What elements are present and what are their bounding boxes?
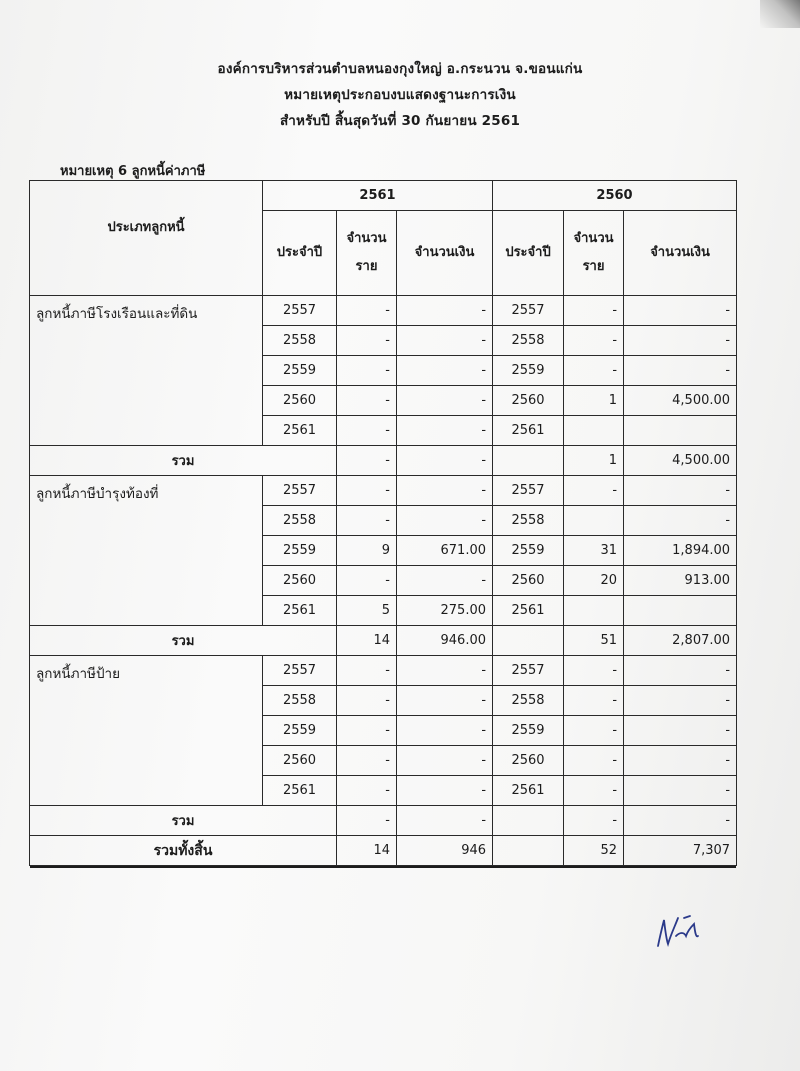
table-body bbox=[30, 296, 737, 866]
org-name: องค์การบริหารส่วนตำบลหนองกุงใหญ่ อ.กระนวน จ.ขอนแก่น bbox=[217, 61, 583, 77]
year-2560-col: 2557 bbox=[493, 296, 564, 326]
year-2560-col: 2557 bbox=[493, 656, 564, 686]
count-2561: 5 bbox=[337, 596, 397, 626]
count-2560 bbox=[564, 596, 624, 626]
count-2560: - bbox=[564, 716, 624, 746]
year-2560-col: 2560 bbox=[493, 566, 564, 596]
amount-2560: - bbox=[624, 716, 737, 746]
year-2560-col: 2558 bbox=[493, 506, 564, 536]
amount-2560: 913.00 bbox=[624, 566, 737, 596]
year-2561-col: 2557 bbox=[263, 296, 337, 326]
year-2561-col: 2560 bbox=[263, 566, 337, 596]
grand-total-a1: 946 bbox=[397, 836, 493, 866]
total-c1: - bbox=[337, 806, 397, 836]
amount-2560: - bbox=[624, 326, 737, 356]
year-2560-col: 2559 bbox=[493, 356, 564, 386]
amount-2561: - bbox=[397, 416, 493, 446]
count-2560: 31 bbox=[564, 536, 624, 566]
count-2560: 1 bbox=[564, 386, 624, 416]
grand-total-label: รวมทั้งสิ้น bbox=[30, 836, 337, 866]
total-a1: - bbox=[397, 806, 493, 836]
amount-2560: - bbox=[624, 656, 737, 686]
count-2561: - bbox=[337, 386, 397, 416]
count-2561: - bbox=[337, 476, 397, 506]
year-2561-col: 2561 bbox=[263, 416, 337, 446]
table-row bbox=[30, 476, 737, 506]
amount-2560 bbox=[624, 596, 737, 626]
year-2560-col: 2561 bbox=[493, 776, 564, 806]
count-2561: - bbox=[337, 746, 397, 776]
col-amount-b: จำนวนเงิน bbox=[624, 210, 737, 295]
grand-total-row bbox=[30, 836, 737, 866]
count-2560: - bbox=[564, 776, 624, 806]
count-2561: - bbox=[337, 296, 397, 326]
table-row bbox=[30, 656, 737, 686]
year-2561-col: 2558 bbox=[263, 686, 337, 716]
year-2561-col: 2558 bbox=[263, 506, 337, 536]
total-c2: 1 bbox=[564, 446, 624, 476]
year-2561-col: 2559 bbox=[263, 716, 337, 746]
year-2561-col: 2557 bbox=[263, 476, 337, 506]
document-header bbox=[0, 56, 800, 134]
amount-2561: - bbox=[397, 776, 493, 806]
amount-2560: - bbox=[624, 776, 737, 806]
amount-2561: - bbox=[397, 296, 493, 326]
col-year-b: ประจำปี bbox=[493, 210, 564, 295]
year-2561-col: 2559 bbox=[263, 356, 337, 386]
table-row bbox=[30, 296, 737, 326]
amount-2561: - bbox=[397, 686, 493, 716]
category-label: ลูกหนี้ภาษีโรงเรือนและที่ดิน bbox=[30, 296, 263, 446]
year-2561-col: 2561 bbox=[263, 776, 337, 806]
count-2561: - bbox=[337, 356, 397, 386]
empty-cell bbox=[493, 806, 564, 836]
period-line: สำหรับปี สิ้นสุดวันที่ 30 กันยายน 2561 bbox=[279, 113, 521, 129]
group-total-row bbox=[30, 626, 737, 656]
year-a-header: 2561 bbox=[263, 181, 493, 211]
amount-2560 bbox=[624, 416, 737, 446]
document-title: หมายเหตุประกอบงบแสดงฐานะการเงิน bbox=[284, 87, 516, 103]
year-2560-col: 2560 bbox=[493, 386, 564, 416]
count-2561: - bbox=[337, 716, 397, 746]
amount-2561: - bbox=[397, 356, 493, 386]
total-a2: 4,500.00 bbox=[624, 446, 737, 476]
year-2561-col: 2561 bbox=[263, 596, 337, 626]
count-2561: - bbox=[337, 416, 397, 446]
amount-2561: - bbox=[397, 476, 493, 506]
total-a2: - bbox=[624, 806, 737, 836]
count-2560 bbox=[564, 506, 624, 536]
count-2560: 20 bbox=[564, 566, 624, 596]
amount-2560: - bbox=[624, 476, 737, 506]
amount-2561: - bbox=[397, 746, 493, 776]
count-2561: - bbox=[337, 566, 397, 596]
year-2561-col: 2560 bbox=[263, 746, 337, 776]
page-corner-shadow bbox=[760, 0, 800, 28]
count-2560: - bbox=[564, 476, 624, 506]
total-a1: 946.00 bbox=[397, 626, 493, 656]
col-amount-a: จำนวนเงิน bbox=[397, 210, 493, 295]
signature-mark bbox=[648, 906, 708, 956]
amount-2560: - bbox=[624, 686, 737, 716]
amount-2561: - bbox=[397, 386, 493, 416]
col-count-a: จำนวน ราย bbox=[337, 210, 397, 295]
total-a1: - bbox=[397, 446, 493, 476]
count-2561: - bbox=[337, 686, 397, 716]
count-2560 bbox=[564, 416, 624, 446]
count-2560: - bbox=[564, 746, 624, 776]
year-2560-col: 2557 bbox=[493, 476, 564, 506]
year-2561-col: 2560 bbox=[263, 386, 337, 416]
count-2560: - bbox=[564, 656, 624, 686]
empty-cell bbox=[493, 836, 564, 866]
amount-2561: - bbox=[397, 566, 493, 596]
group-total-row bbox=[30, 446, 737, 476]
year-2560-col: 2559 bbox=[493, 536, 564, 566]
category-label: ลูกหนี้ภาษีบำรุงท้องที่ bbox=[30, 476, 263, 626]
group-total-row bbox=[30, 806, 737, 836]
total-c2: - bbox=[564, 806, 624, 836]
amount-2561: - bbox=[397, 326, 493, 356]
category-label: ลูกหนี้ภาษีป้าย bbox=[30, 656, 263, 806]
amount-2560: 1,894.00 bbox=[624, 536, 737, 566]
amount-2561: 671.00 bbox=[397, 536, 493, 566]
amount-2560: - bbox=[624, 356, 737, 386]
grand-total-a2: 7,307 bbox=[624, 836, 737, 866]
count-2561: - bbox=[337, 776, 397, 806]
note-title: หมายเหตุ 6 ลูกหนี้ค่าภาษี bbox=[60, 164, 206, 179]
year-2560-col: 2561 bbox=[493, 596, 564, 626]
year-2560-col: 2560 bbox=[493, 746, 564, 776]
year-2560-col: 2561 bbox=[493, 416, 564, 446]
empty-cell bbox=[493, 446, 564, 476]
total-c2: 51 bbox=[564, 626, 624, 656]
tax-receivables-table bbox=[29, 180, 737, 866]
total-c1: 14 bbox=[337, 626, 397, 656]
col-count-b: จำนวน ราย bbox=[564, 210, 624, 295]
year-2561-col: 2557 bbox=[263, 656, 337, 686]
count-2560: - bbox=[564, 686, 624, 716]
count-2561: - bbox=[337, 656, 397, 686]
total-a2: 2,807.00 bbox=[624, 626, 737, 656]
amount-2561: - bbox=[397, 716, 493, 746]
year-b-header: 2560 bbox=[493, 181, 737, 211]
grand-total-c2: 52 bbox=[564, 836, 624, 866]
count-2561: 9 bbox=[337, 536, 397, 566]
amount-2561: 275.00 bbox=[397, 596, 493, 626]
amount-2560: - bbox=[624, 746, 737, 776]
empty-cell bbox=[493, 626, 564, 656]
count-2560: - bbox=[564, 356, 624, 386]
year-2561-col: 2558 bbox=[263, 326, 337, 356]
year-2560-col: 2559 bbox=[493, 716, 564, 746]
count-2561: - bbox=[337, 326, 397, 356]
col-category-header: ประเภทลูกหนี้ bbox=[30, 181, 263, 296]
amount-2561: - bbox=[397, 656, 493, 686]
total-label: รวม bbox=[30, 806, 337, 836]
grand-total-c1: 14 bbox=[337, 836, 397, 866]
count-2560: - bbox=[564, 326, 624, 356]
amount-2561: - bbox=[397, 506, 493, 536]
count-2560: - bbox=[564, 296, 624, 326]
total-c1: - bbox=[337, 446, 397, 476]
year-2560-col: 2558 bbox=[493, 326, 564, 356]
amount-2560: - bbox=[624, 506, 737, 536]
col-year-a: ประจำปี bbox=[263, 210, 337, 295]
count-2561: - bbox=[337, 506, 397, 536]
amount-2560: 4,500.00 bbox=[624, 386, 737, 416]
total-label: รวม bbox=[30, 446, 337, 476]
amount-2560: - bbox=[624, 296, 737, 326]
total-label: รวม bbox=[30, 626, 337, 656]
year-2561-col: 2559 bbox=[263, 536, 337, 566]
year-2560-col: 2558 bbox=[493, 686, 564, 716]
